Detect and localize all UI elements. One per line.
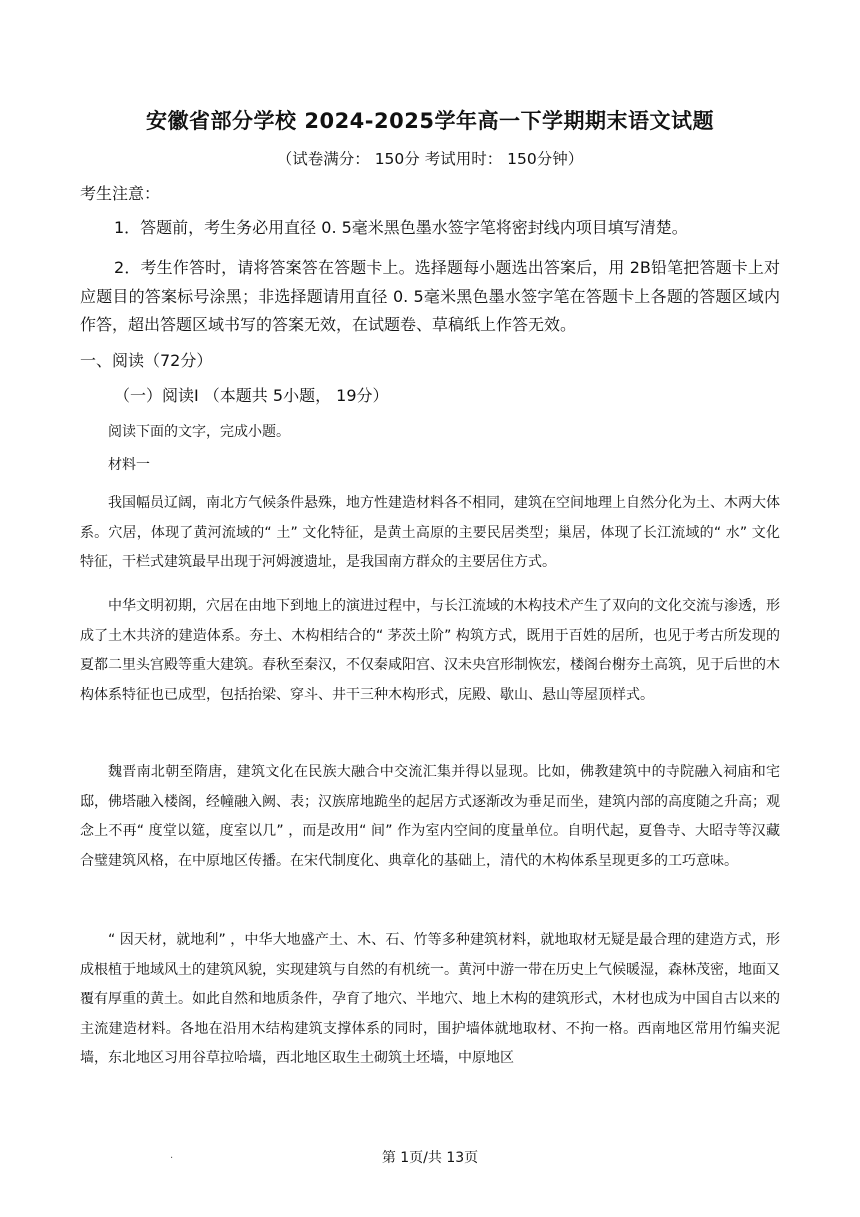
- paragraph-2: 中华文明初期，穴居在由地下到地上的演进过程中，与长江流域的木构技术产生了双向的文化交流与渗透，形成了土木共济的建造体系。夯土、木构相结合的“ 茅茨土阶” 构筑方式，既用于百姓的居所，也见于考古所发现的夏都二里头宫殿等重大建筑。春秋至秦汉，不仅秦咸阳宫、汉未央宫形制恢宏，楼阁台榭夯土高筑，见于后世的木构体系特征也已成型，包括抬梁、穿斗、井干三种木构形式，庑殿、歇山、悬山等屋顶样式。: [80, 598, 780, 703]
- material-label: 材料一: [108, 457, 150, 473]
- notice-item-1: 1．答题前，考生务必用直径 0. 5毫米黑色墨水签字笔将密封线内项目填写清楚。: [114, 218, 688, 237]
- page-number: 第 1页/共 13页: [381, 1150, 479, 1166]
- paragraph-1: 我国幅员辽阔，南北方气候条件悬殊，地方性建造材料各不相同，建筑在空间地理上自然分化为土、木两大体系。穴居，体现了黄河流域的“ 土” 文化特征，是黄土高原的主要民居类型；巢居，体现了长江流域的“ 水” 文化特征，干栏式建筑最早出现于河姆渡遗址，是我国南方群众的主要居住方式。: [80, 495, 780, 570]
- exam-title: 安徽省部分学校 2024-2025学年高一下学期期末语文试题: [146, 109, 714, 133]
- sub-section-heading: （一）阅读Ⅰ （本题共 5小题， 19分）: [114, 386, 389, 405]
- notice-item-2: 2．考生作答时，请将答案答在答题卡上。选择题每小题选出答案后，用 2B铅笔把答题卡上对应题目的答案标号涂黑；非选择题请用直径 0. 5毫米黑色墨水签字笔在答题卡上各题的答题区域内作答，超出答题区域书写的答案无效，在试题卷、草稿纸上作答无效。: [80, 258, 780, 334]
- section-heading: 一、阅读（72分）: [80, 351, 213, 370]
- notice-heading: 考生注意：: [80, 184, 161, 203]
- paragraph-3: 魏晋南北朝至隋唐，建筑文化在民族大融合中交流汇集并得以显现。比如，佛教建筑中的寺院融入祠庙和宅邸，佛塔融入楼阁，经幢融入阙、表；汉族席地跪坐的起居方式逐渐改为垂足而坐，建筑内部的高度随之升高；观念上不再“ 度堂以筵，度室以几” ，而是改用“ 间” 作为室内空间的度量单位。自明代起，夏鲁寺、大昭寺等汉藏合璧建筑风格，在中原地区传播。在宋代制度化、典章化的基础上，清代的木构体系呈现更多的工巧意味。: [80, 764, 780, 869]
- exam-subtitle: （试卷满分： 150分 考试用时： 150分钟）: [276, 150, 584, 168]
- footer-dot: .: [170, 1150, 174, 1161]
- reading-instruction: 阅读下面的文字，完成小题。: [108, 424, 290, 440]
- paragraph-4: “ 因天材，就地利” ，中华大地盛产土、木、石、竹等多种建筑材料，就地取材无疑是最合理的建造方式，形成根植于地域风土的建筑风貌，实现建筑与自然的有机统一。黄河中游一带在历史上气候暖湿，森林茂密，地面又覆有厚重的黄土。如此自然和地质条件，孕育了地穴、半地穴、地上木构的建筑形式，木材也成为中国自古以来的主流建造材料。各地在沿用木结构建筑支撑体系的同时，围护墙体就地取材、不拘一格。西南地区常用竹编夹泥墙，东北地区习用谷草拉哈墙，西北地区取生土砌筑土坯墙，中原地区: [80, 932, 780, 1066]
